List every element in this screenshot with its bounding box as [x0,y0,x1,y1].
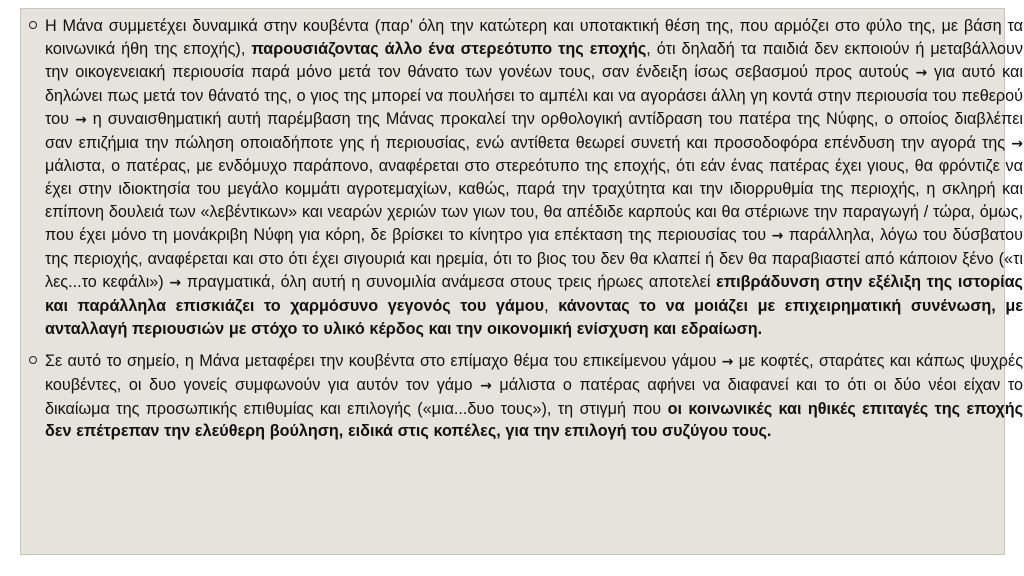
text-segment: μάλιστα ο πατέρας αφήνει να διαφανεί και το ότι οι δύο νέοι είχαν το δικαίωμα της προσωπικής επιθυμίας και επιλογής («μια...δυο τους»), τη στιγμή που [45,375,1023,418]
text-segment: , [544,296,559,315]
slide-panel [20,8,1024,555]
text-segment: πραγματικά, όλη αυτή η συνομιλία ανάμεσα στους τρεις ήρωες αποτελεί [181,272,717,291]
paragraph-1 [45,15,1023,341]
bold-text-segment: παρουσιάζοντας άλλο ένα στερεότυπο της εποχής [251,39,647,58]
text-segment: μάλιστα, ο πατέρας, με ενδόμυχο παράπονο, αναφέρεται στο στερεότυπο της εποχής, ότι εάν ένας πατέρας έχει γιους, θα φρόντιζε να έχει στην ιδιοκτησία του μεγάλο κομμάτι αγροτεμαχίων, καθώς, παρά την τραχύτητα και την ιδιορρυθμία της περιοχής, η σκληρή και επίπονη δουλειά των «λεβέντικων» και νεαρών χεριών των γιων του, θα απέδιδε καρπούς και θα στέριωνε την παραγωγή / τώρα, όμως, που έχει μόνο τη μονάκριβη Νύφη για κόρη, δε βρίσκει το κίνητρο για επέκταση της περιουσίας του [45,157,1023,245]
right-arrow-icon: → [169,274,182,291]
right-arrow-icon: → [480,377,492,394]
bold-text-segment: οι κοινωνικές και ηθικές επιταγές της εποχής δεν επέτρεπαν την ελεύθερη βούληση, ειδικά στις κοπέλες, για την επιλογή του συζύγου τους. [45,399,1024,441]
bold-text-segment: κάνοντας το να μοιάζει με επιχειρηματική συνένωση, με ανταλλαγή περιουσιών με στόχο το υλικό κέρδος και την οικονομική ενίσχυση και εδραίωση. [45,296,1023,338]
list-item [23,15,1023,341]
right-arrow-icon: → [915,64,928,81]
paragraph-2 [45,350,1023,444]
hollow-circle-bullet-icon [29,21,37,29]
hollow-circle-bullet-icon [29,356,37,364]
right-arrow-icon: → [75,111,87,128]
bullet-list [23,15,1023,452]
text-segment: παράλληλα, λόγω του δύσβατου της περιοχής, αναφέρεται και στο ότι έχει σιγουριά και ηρεμία, ότι το βιος του δεν θα κλαπεί ή δεν θα παραβιαστεί από κάποιον ξένο («τι λες...το κεφάλι») [45,226,1024,291]
text-segment: με κοφτές, σταράτες και κάπως ψυχρές κουβέντες, οι δυο γονείς συμφωνούν για αυτόν τον γάμο [45,351,1024,394]
text-segment: για αυτό και δηλώνει πως μετά τον θάνατό της, ο γιος της μπορεί να πουλήσει το αμπέλι και να αγοράσει άλλη γη κοντά στην περιουσία του πεθερού του [45,62,1023,128]
right-arrow-icon: → [1011,135,1023,152]
text-segment: Η Μάνα συμμετέχει δυναμικά στην κουβέντα (παρ’ όλη την κατώτερη και υποτακτική θέση της, που αρμόζει στο φύλο της, με βάση τα κοινωνικά ήθη της εποχής), [45,17,1023,58]
right-arrow-icon: → [721,353,734,370]
text-segment: η συναισθηματική αυτή παρέμβαση της Μάνας προκαλεί την ορθολογική αντίδραση του πατέρα της Νύφης, ο οποίος διαβλέπει σαν επιζήμια την πώληση οποιαδήποτε γης ή περιουσίας, ενώ αντίθετα θεωρεί συνετή και προσοδοφόρα επένδυση την αγορά της [45,109,1024,152]
text-segment: Σε αυτό το σημείο, η Μάνα μεταφέρει την κουβέντα στο επίμαχο θέμα του επικείμενου γάμου [45,351,722,370]
right-arrow-icon: → [771,228,784,245]
text-segment: , ότι δηλαδή τα παιδιά δεν εκποιούν ή μεταβάλλουν την οικογενειακή περιουσία παρά μόνο μετά τον θάνατο των γονέων τους, σαν ένδειξη ίσως σεβασμού προς αυτούς [45,39,1023,81]
bold-text-segment: επιβράδυνση στην εξέλιξη της ιστορίας και παράλληλα επισκιάζει το χαρμόσυνο γεγονός του γάμου [45,272,1023,315]
list-item [23,350,1023,444]
